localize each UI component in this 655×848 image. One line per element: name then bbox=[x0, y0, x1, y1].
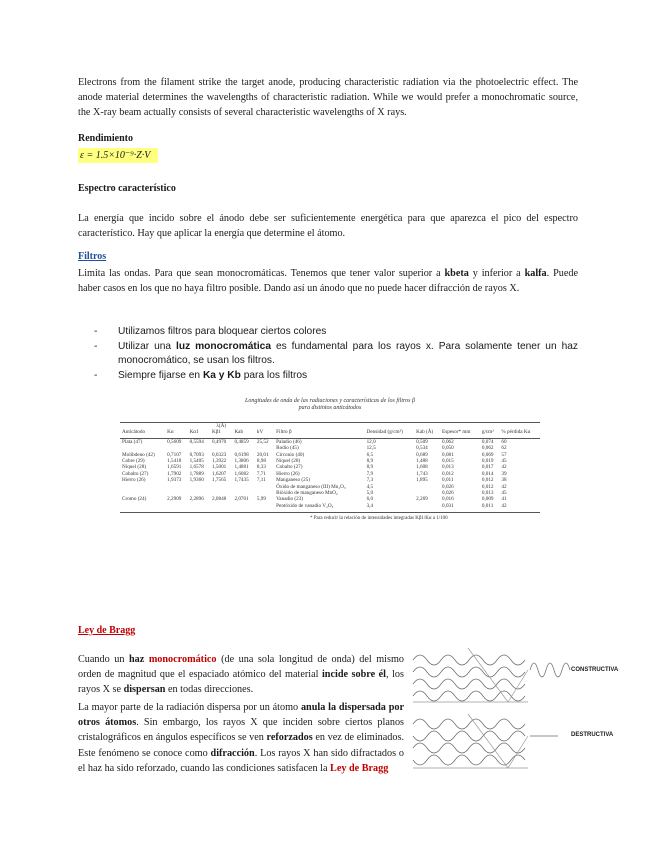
table-row: Pentóxido de vanadio V₂O₅ 3,4 0,031 0,011 42 bbox=[120, 503, 540, 513]
filter-table-image bbox=[120, 398, 540, 608]
yield-formula: ε = 1.5×10⁻⁹·Z·V bbox=[78, 148, 158, 163]
bragg-paragraph-1: Cuando un haz monocromático (de una sola longitud de onda) del mismo orden de magnitud que el espaciado atómico del material incide sobre él, los rayos X se dispersan en todas direcciones. bbox=[78, 654, 404, 696]
list-item: - Utilizamos filtros para bloquear ciertos colores bbox=[94, 326, 327, 337]
intro-paragraph: Electrons from the filament strike the target anode, producing characteristic radiation via the photoelectric effect. The anode material determines the wavelengths of characteristic radiation. While we would prefer a monochromatic source, the X-ray beam actually consists of several characteristic wavelengths of X rays. bbox=[78, 77, 578, 118]
filtros-paragraph: Limita las ondas. Para que sean monocromáticas. Tenemos que tener valor superior a kbeta y inferior a kalfa. Puede haber casos en los que no haya filtro posible. Dando así un ánodo que no puede hacer difracción de rayos X. bbox=[78, 268, 578, 294]
interference-waves-graphic bbox=[408, 640, 638, 780]
interference-diagram bbox=[408, 640, 638, 780]
filtros-heading[interactable] bbox=[78, 251, 106, 262]
list-item: - Siempre fijarse en Ka y Kb para los filtros bbox=[94, 369, 308, 381]
table-row: Hierro (26) 1,9373 1,9360 1,7565 1,7435 7,11 Manganeso (25) 7,3 1,895 0,011 0,012 38 bbox=[122, 477, 507, 484]
k-alfa: kalfa bbox=[524, 268, 547, 279]
k-beta: kbeta bbox=[444, 268, 469, 279]
table-row: Bióxido de manganeso MnO₂ 5,0 0,026 0,013 45 bbox=[276, 490, 507, 497]
filtros-bullet-list bbox=[78, 325, 578, 383]
table-row: Plata (47) 0,5609 0,5594 0,4970 0,4859 25,52 Paladio (46) 12,0 0,509 0,062 0,074 60 bbox=[122, 438, 507, 445]
espectro-heading: Espectro característico bbox=[78, 183, 176, 194]
bragg-link[interactable]: Ley de Bragg bbox=[78, 625, 136, 636]
filter-table: λ(Å) Anticátodo Kα Kα1 Kβ1 Kab kV Filtro β Densidad (g/cm³) Kab (Å) Espesor* mm g/cm² % pérdida Kα Plata (47) 0,5609 0,5594 0,4970 0,4859 25,52 Paladio (46) 12,0 0,509 0,062 0,074 60 Rodio (45) 12,5 0,534 0,050 0,062 62 Molibdeno (42) 0,7107 0,7093 0,6323 0,6198 20,01 Circonio (40) 6,5 0,689 0,081 0,069 57 Cobre (29) 1,5418 1,5405 1,3922 1,3806 8,98 Níquel (28) 8,9 1,488 0,015 0,019 45 Níquel (28) 1,6591 1,6578 1,5001 1,4881 8,33 Cobalto (27) 8,9 1,608 0,013 0,017 42 Cobalto (27) 1,7902 1,7889 1,6207 1,6082 7,71 Hierro (26) 7,9 1,743 0,012 0,014 39 Hierro (26) 1,9373 1,9360 1,7565 1,7435 7,11 Manganeso (25) 7,3 1,895 0,011 0,012 38 Óxido de manganeso (III) Mn₂O₃ 4,5 0,026 0,012 42 Bióxido de manganeso MnO₂ 5,0 0,026 0,013 45 Cromo (24) 2,2909 2,2896 2,0848 2,0701 5,99 Vanadio (23) 6,0 2,269 0,016 0,009 41 Pentóxido de vanadio V₂O₅ 3,4 0,031 0,011 42 bbox=[120, 422, 540, 513]
rendimiento-heading: Rendimiento bbox=[78, 133, 133, 144]
table-caption: Longitudes de onda de las radiaciones y características de los filtros β para distintos anticátodos bbox=[245, 398, 415, 411]
table-row: Cobre (29) 1,5418 1,5405 1,3922 1,3806 8,98 Níquel (28) 8,9 1,488 0,015 0,019 45 bbox=[122, 458, 507, 465]
table-row: Óxido de manganeso (III) Mn₂O₃ 4,5 0,026 0,012 42 bbox=[276, 483, 507, 490]
table-row: Cobalto (27) 1,7902 1,7889 1,6207 1,6082 7,71 Hierro (26) 7,9 1,743 0,012 0,014 39 bbox=[122, 470, 507, 477]
table-footnote: * Para reducir la relación de intensidades integradas Kβ1/Kα a 1/100 bbox=[310, 516, 448, 522]
bragg-paragraph-2: La mayor parte de la radiación dispersa por un átomo anula la dispersada por otros átomos. Sin embargo, los rayos X que inciden sobre ciertos planos cristalográficos en ángulos específicos se ven reforzados en vez de eliminados. Este fenómeno se conoce como difracción. Los rayos X han sido difractados o el haz ha sido reforzado, cuando las condiciones satisfacen la Ley de Bragg bbox=[78, 702, 405, 774]
espectro-paragraph: La energía que incido sobre el ánodo debe ser suficientemente energética para que aparezca el pico del espectro característico. Hay que aplicar la energía que determine el átomo. bbox=[78, 213, 578, 239]
table-row: Molibdeno (42) 0,7107 0,7093 0,6323 0,6198 20,01 Circonio (40) 6,5 0,689 0,081 0,069 57 bbox=[122, 451, 507, 458]
table-row: Cromo (24) 2,2909 2,2896 2,0848 2,0701 5,99 Vanadio (23) 6,0 2,269 0,016 0,009 41 bbox=[122, 496, 507, 503]
table-row: Níquel (28) 1,6591 1,6578 1,5001 1,4881 8,33 Cobalto (27) 8,9 1,608 0,013 0,017 42 bbox=[122, 464, 507, 471]
bragg-heading[interactable] bbox=[78, 625, 135, 636]
list-item: - Utilizar una luz monocromática es fundamental para los rayos x. Para solamente tener un haz monocromático, se usan los filtros. bbox=[94, 340, 579, 366]
filtros-link[interactable]: Filtros bbox=[78, 251, 107, 262]
table-row: Rodio (45) 12,5 0,534 0,050 0,062 62 bbox=[276, 445, 507, 452]
constructive-label: CONSTRUCTIVA bbox=[571, 667, 619, 673]
destructive-label: DESTRUCTIVA bbox=[571, 732, 614, 738]
